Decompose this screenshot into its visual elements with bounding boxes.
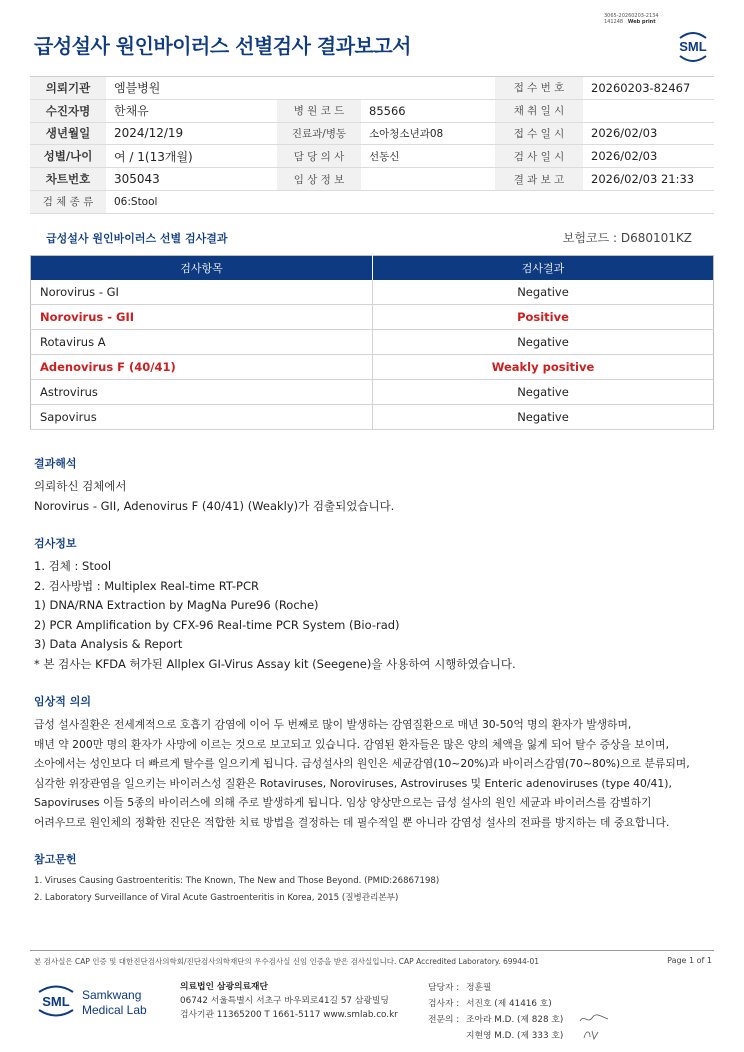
test-info-section — [34, 535, 714, 674]
staff-name: 정훈필 — [466, 983, 492, 993]
sml-logo-icon — [672, 26, 714, 66]
table-row — [31, 305, 714, 330]
test-result: Negative — [373, 405, 714, 430]
results-header: 검사항목 — [31, 256, 373, 280]
section-heading: 검사정보 — [34, 537, 77, 550]
org-name: 의료법인 삼광의료재단 — [180, 982, 269, 992]
staff-role — [428, 1028, 466, 1044]
info-value — [361, 168, 495, 191]
info-row — [30, 77, 714, 100]
text-line: 2) PCR Amplification by CFX-96 Real-time PCR System (Bio-rad) — [34, 617, 400, 632]
info-label: 담 당 의 사 — [277, 145, 361, 168]
test-item: Sapovirus — [31, 405, 373, 430]
info-value: 2024/12/19 — [106, 122, 277, 145]
patient-info-table — [30, 76, 714, 214]
staff-row — [428, 980, 563, 996]
staff-row — [428, 996, 563, 1012]
info-label: 접 수 일 시 — [495, 122, 583, 145]
info-value: 2026/02/03 — [583, 145, 714, 168]
test-result: Negative — [373, 330, 714, 355]
references-section — [34, 851, 714, 906]
info-value: 선동신 — [361, 145, 495, 168]
info-label: 검 사 일 시 — [495, 145, 583, 168]
info-label: 채 취 일 시 — [495, 99, 583, 122]
text-line: 1. 검체 : Stool — [34, 559, 112, 573]
text-line: 2. 검사방법 : Multiplex Real-time RT-PCR — [34, 578, 259, 593]
info-value — [583, 99, 714, 122]
info-value: 20260203-82467 — [583, 77, 714, 100]
info-row — [30, 168, 714, 191]
page-number: Page 1 of 1 — [667, 956, 712, 965]
test-item: Norovirus - GII — [31, 305, 373, 330]
info-row — [30, 99, 714, 122]
section-heading: 임상적 의의 — [34, 695, 91, 708]
info-label: 성별/나이 — [30, 145, 106, 168]
table-row — [31, 330, 714, 355]
reference-item: 2. Laboratory Surveillance of Viral Acute Gastroenteritis in Korea, 2015 (질병관리본부) — [34, 892, 399, 903]
info-row — [30, 145, 714, 168]
info-value: 06:Stool — [106, 190, 714, 213]
report-code-tag: Web print — [627, 19, 656, 25]
text-line: * 본 검사는 KFDA 허가된 Allplex GI-Virus Assay kit (Seegene)을 사용하여 시행하였습니다. — [34, 656, 516, 671]
test-item: Rotavirus A — [31, 330, 373, 355]
table-row — [31, 405, 714, 430]
info-value: 2026/02/03 — [583, 122, 714, 145]
clinical-section — [34, 693, 714, 832]
staff-name: 지현영 M.D. (제 333 호) — [466, 1031, 564, 1041]
text-line: 의뢰하신 검체에서 — [34, 479, 127, 493]
test-result: Negative — [373, 280, 714, 305]
info-label: 병 원 코 드 — [277, 99, 361, 122]
table-row — [31, 380, 714, 405]
org-contact: 검사기관 11365200 T 1661-5117 www.smlab.co.kr — [180, 1010, 398, 1020]
signature-icon — [578, 1012, 610, 1026]
info-value: 305043 — [106, 168, 277, 191]
samkwang-logo-icon — [36, 980, 156, 1022]
org-address: 06742 서울특별시 서초구 바우뫼로41길 57 삼광빌딩 — [180, 996, 389, 1006]
results-section-title: 급성설사 원인바이러스 선별 검사결과 — [46, 232, 228, 245]
staff-role: 전문의 : — [428, 1015, 460, 1025]
footer-divider — [30, 950, 714, 951]
report-code-line: 3065-20260203-2134 — [604, 13, 659, 19]
info-label: 검 체 종 류 — [30, 190, 106, 213]
insurance-code: 보험코드 : D680101KZ — [562, 231, 692, 245]
info-label: 생년월일 — [30, 122, 106, 145]
info-value: 소아청소년과08 — [361, 122, 495, 145]
results-header-row — [31, 256, 714, 280]
logo-line1: Samkwang — [82, 988, 142, 1002]
test-item: Astrovirus — [31, 380, 373, 405]
test-item: Norovirus - GI — [31, 280, 373, 305]
staff-role: 검사자 : — [428, 999, 460, 1009]
test-result: Negative — [373, 380, 714, 405]
info-label: 접 수 번 호 — [495, 77, 583, 100]
report-code-line: 141248 — [604, 19, 624, 25]
test-result: Weakly positive — [373, 355, 714, 380]
info-value: 여 / 1(13개월) — [106, 145, 277, 168]
results-header: 검사결과 — [373, 256, 714, 280]
text-line: 심각한 위장관염을 일으키는 바이러스성 질환은 Rotaviruses, Noroviruses, Astroviruses 및 Enteric adenoviruses (type 40/41), — [34, 776, 672, 790]
accreditation-note: 본 검사실은 CAP 인증 및 대한진단검사의학회/진단검사의학재단의 우수검사실 신임 인증을 받은 검사실입니다. CAP Accredited Laboratory. 69944-01 — [34, 957, 540, 966]
info-label: 수진자명 — [30, 99, 106, 122]
info-value: 엠블병원 — [106, 77, 495, 100]
info-label: 결 과 보 고 — [495, 168, 583, 191]
staff-role: 담당자 : — [428, 983, 460, 993]
staff-row — [428, 1012, 563, 1028]
text-line: 소아에서는 성인보다 더 빠르게 탈수를 일으키게 됩니다. 급성설사의 원인은 세균감염(10~20%)과 바이러스감염(70~80%)으로 분류되며, — [34, 757, 690, 770]
text-line: 매년 약 200만 명의 환자가 사망에 이르는 것으로 보고되고 있습니다. 감염된 환자들은 많은 양의 체액을 잃게 되어 탈수 증상을 보이며, — [34, 737, 670, 751]
text-line: Norovirus - GII, Adenovirus F (40/41) (Weakly)가 검출되었습니다. — [34, 498, 395, 513]
info-value: 한채유 — [106, 99, 277, 122]
info-value: 2026/02/03 21:33 — [583, 168, 714, 191]
test-result: Positive — [373, 305, 714, 330]
test-item: Adenovirus F (40/41) — [31, 355, 373, 380]
results-table — [30, 255, 714, 430]
interpretation-section — [34, 455, 714, 516]
page-title: 급성설사 원인바이러스 선별검사 결과보고서 — [34, 34, 411, 58]
staff-row — [428, 1028, 563, 1044]
staff-name: 서진호 (제 41416 호) — [466, 999, 552, 1009]
text-line: 어려우므로 원인체의 정확한 진단은 적합한 치료 방법을 결정하는 데 필수적일 뿐 아니라 감염성 설사의 전파를 방지하는 데 중요합니다. — [34, 815, 670, 829]
reference-item: 1. Viruses Causing Gastroenteritis: The Known, The New and Those Beyond. (PMID:26867198) — [34, 876, 440, 886]
report-code — [604, 13, 659, 25]
info-label: 차트번호 — [30, 168, 106, 191]
table-row — [31, 280, 714, 305]
signature-icon — [578, 1027, 610, 1041]
logo-line2: Medical Lab — [82, 1003, 147, 1017]
logo-mark-text: SML — [42, 994, 70, 1009]
text-line: Sapoviruses 이들 5종의 바이러스에 의해 주로 발생하게 됩니다. 임상 양상만으로는 급성 설사의 원인 세균과 바이러스를 감별하기 — [34, 796, 652, 809]
text-line: 1) DNA/RNA Extraction by MagNa Pure96 (Roche) — [34, 598, 319, 612]
text-line: 급성 설사질환은 전세계적으로 호흡기 감염에 이어 두 번째로 많이 발생하는 감염질환으로 매년 30-50억 명의 환자가 발생하며, — [34, 718, 632, 731]
staff-name: 조아라 M.D. (제 828 호) — [466, 1015, 564, 1025]
info-label: 의뢰기관 — [30, 77, 106, 100]
info-label: 임 상 정 보 — [277, 168, 361, 191]
section-heading: 결과해석 — [34, 457, 77, 470]
text-line: 3) Data Analysis & Report — [34, 637, 183, 651]
info-row — [30, 190, 714, 213]
table-row — [31, 355, 714, 380]
staff-info — [428, 980, 563, 1044]
organization-info — [180, 980, 398, 1022]
info-row — [30, 122, 714, 145]
section-heading: 참고문헌 — [34, 853, 77, 866]
results-section-header — [30, 225, 714, 249]
info-label: 진료과/병동 — [277, 122, 361, 145]
info-value: 85566 — [361, 99, 495, 122]
sml-logo-text: SML — [679, 39, 707, 54]
